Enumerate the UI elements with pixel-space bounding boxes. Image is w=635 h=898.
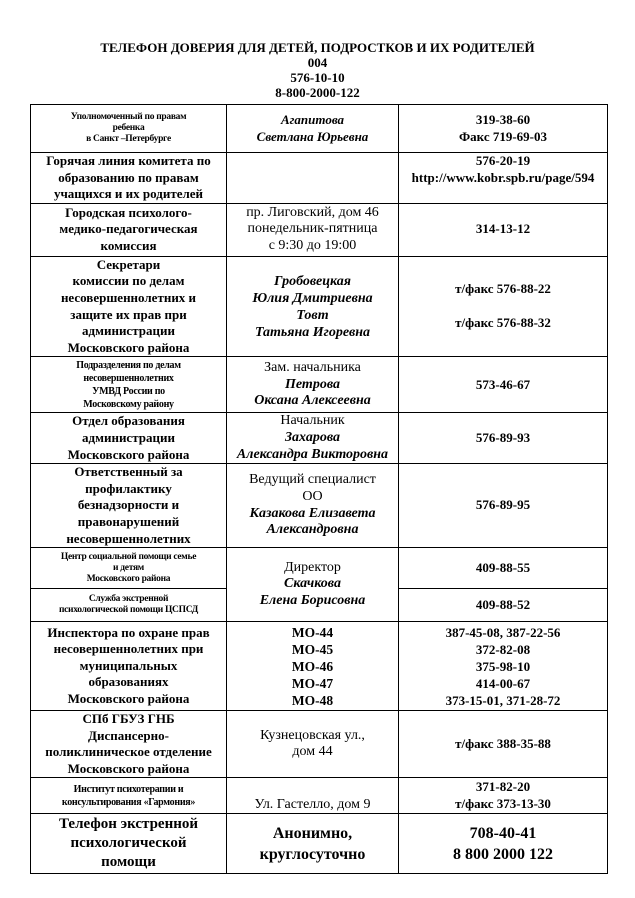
org-cell: Институт психотерапии и консультирования «Гармония»: [31, 778, 227, 814]
table-row: [31, 105, 608, 153]
document-header: [0, 40, 635, 100]
org-cell: СПб ГБУЗ ГНБ Диспансерно- поликлиническое отделение Московского района: [31, 711, 227, 778]
address-cell: Кузнецовская ул., дом 44: [227, 711, 399, 778]
header-phone-city: 576-10-10: [290, 70, 345, 85]
table-row: [31, 778, 608, 814]
phone-cell: т/факс 576-88-22 т/факс 576-88-32: [399, 256, 608, 357]
phone-cell: 573-46-67: [399, 357, 608, 413]
header-phone-short: 004: [307, 55, 328, 70]
person-cell: Гробовецкая Юлия Дмитриевна Товт Татьяна Игоревна: [227, 256, 399, 357]
org-cell: Секретари комиссии по делам несовершеннолетних и защите их прав при администрации Московского района: [31, 256, 227, 357]
table-row: [31, 256, 608, 357]
person-cell: Ведущий специалист ОО Казакова Елизавета Александровна: [227, 464, 399, 548]
address-cell: Ул. Гастелло, дом 9: [227, 778, 399, 814]
person-cell: Начальник Захарова Александра Викторовна: [227, 413, 399, 464]
org-cell: Служба экстренной психологической помощи ЦСПСД: [31, 589, 227, 622]
phone-cell: 576-89-95: [399, 464, 608, 548]
header-phone-hotline: 8-800-2000-122: [275, 85, 360, 100]
person-cell: [227, 153, 399, 204]
phone-cell: 371-82-20 т/факс 373-13-30: [399, 778, 608, 814]
org-cell: Телефон экстренной психологической помощи: [31, 814, 227, 874]
phone-cell: 409-88-55: [399, 548, 608, 589]
org-cell: Инспектора по охране прав несовершеннолетних при муниципальных образованиях Московского района: [31, 622, 227, 711]
person-cell: Зам. начальника Петрова Оксана Алексеевна: [227, 357, 399, 413]
phone-cell: 409-88-52: [399, 589, 608, 622]
org-cell: Горячая линия комитета по образованию по правам учащихся и их родителей: [31, 153, 227, 204]
website-link[interactable]: http://www.kobr.spb.ru/page/594: [411, 169, 595, 185]
phone-cell: 319-38-60 Факс 719-69-03: [399, 105, 608, 153]
table-row: [31, 413, 608, 464]
org-cell: Подразделения по делам несовершеннолетних УМВД России по Московскому району: [31, 357, 227, 413]
contacts-table: [30, 104, 608, 874]
person-cell: Директор Скачкова Елена Борисовна: [227, 548, 399, 622]
person-cell: Агапитова Светлана Юрьевна: [227, 105, 399, 153]
org-cell: Отдел образования администрации Московского района: [31, 413, 227, 464]
org-cell: Городская психолого- медико-педагогическая комиссия: [31, 203, 227, 256]
phone-cell: 314-13-12: [399, 203, 608, 256]
phone-cell: 576-89-93: [399, 413, 608, 464]
phone-cell: 708-40-41 8 800 2000 122: [399, 814, 608, 874]
table-row: [31, 548, 608, 589]
phone-cell: 387-45-08, 387-22-56 372-82-08 375-98-10 414-00-67 373-15-01, 371-28-72: [399, 622, 608, 711]
document-title: ТЕЛЕФОН ДОВЕРИЯ ДЛЯ ДЕТЕЙ, ПОДРОСТКОВ И ИХ РОДИТЕЛЕЙ: [100, 40, 535, 55]
org-cell: Ответственный за профилактику безнадзорности и правонарушений несовершеннолетних: [31, 464, 227, 548]
phone-cell: т/факс 388-35-88: [399, 711, 608, 778]
table-row: [31, 464, 608, 548]
table-row: [31, 153, 608, 204]
table-row: [31, 711, 608, 778]
phone-cell: 576-20-19 http://www.kobr.spb.ru/page/594: [399, 153, 608, 204]
address-cell: пр. Лиговский, дом 46 понедельник-пятница с 9:30 до 19:00: [227, 203, 399, 256]
table-row: [31, 814, 608, 874]
org-cell: Центр социальной помощи семье и детям Московского района: [31, 548, 227, 589]
table-row: [31, 203, 608, 256]
table-row: [31, 357, 608, 413]
org-cell: Уполномоченный по правам ребенка в Санкт –Петербурге: [31, 105, 227, 153]
district-cell: МО-44 МО-45 МО-46 МО-47 МО-48: [227, 622, 399, 711]
table-row: [31, 622, 608, 711]
person-cell: Анонимно, круглосуточно: [227, 814, 399, 874]
